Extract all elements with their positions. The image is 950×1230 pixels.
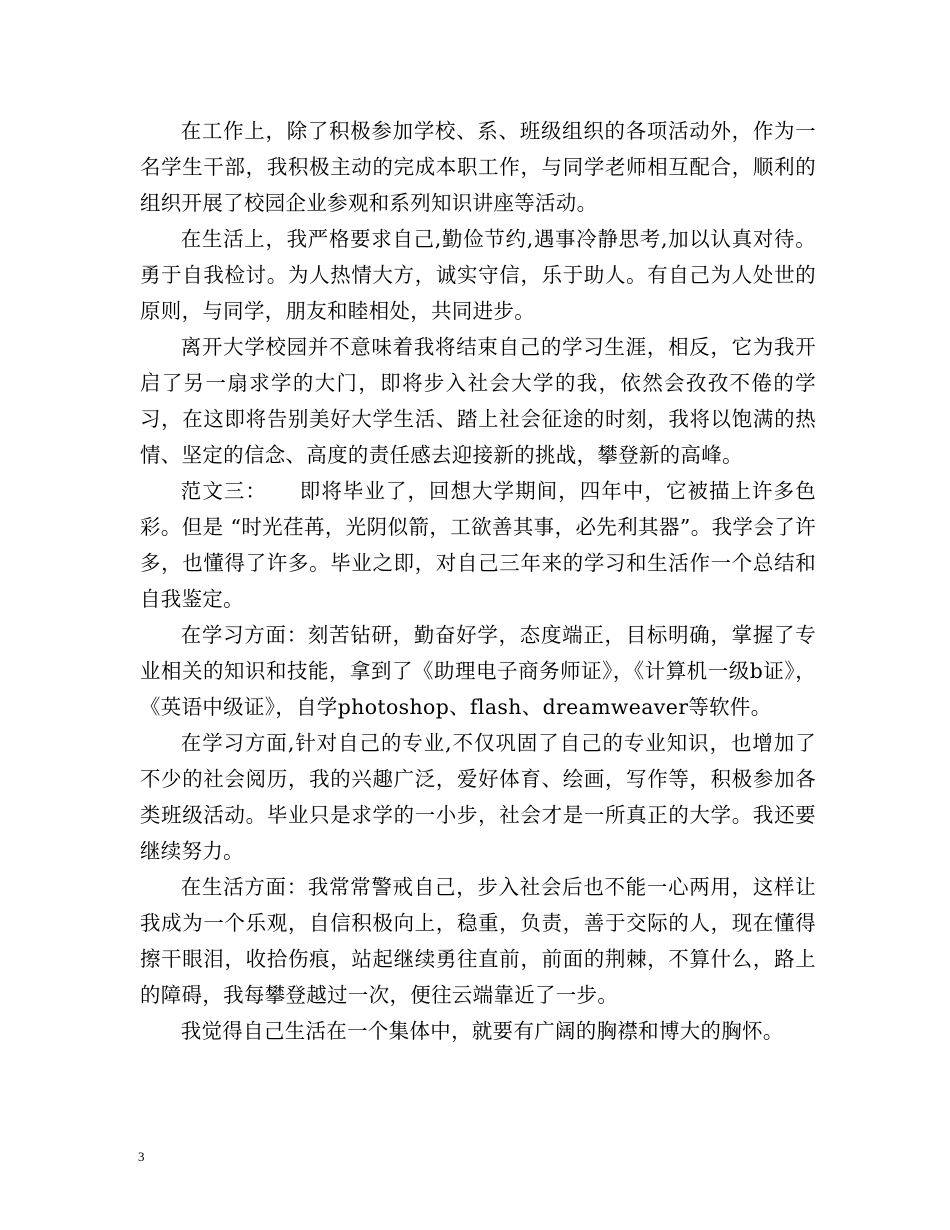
paragraph-work: 在工作上，除了积极参加学校、系、班级组织的各项活动外，作为一名学生干部，我积极主动的完成本职工作，与同学老师相互配合，顺利的组织开展了校园企业参观和系列知识讲座等活动。 bbox=[140, 119, 816, 215]
paragraph-life: 在生活上，我严格要求自己,勤俭节约,遇事冷静思考,加以认真对待。勇于自我检讨。为人热情大方，诚实守信，乐于助人。有自己为人处世的原则，与同学，朋友和睦相处，共同进步。 bbox=[140, 227, 816, 323]
paragraph-study-certificates: 在学习方面：刻苦钻研，勤奋好学，态度端正，目标明确，掌握了专业相关的知识和技能，拿到了《助理电子商务师证》，《计算机一级b证》，《英语中级证》，自学photoshop、flash、dreamweaver等软件。 bbox=[140, 623, 816, 719]
paragraph-life-aspect: 在生活方面：我常常警戒自己，步入社会后也不能一心两用，这样让我成为一个乐观，自信积极向上，稳重，负责，善于交际的人，现在懂得擦干眼泪，收拾伤痕，站起继续勇往直前，前面的荆棘，不算什么，路上的障碍，我每攀登越过一次，便往云端靠近了一步。 bbox=[140, 875, 816, 1007]
page-number: 3 bbox=[138, 1149, 145, 1164]
paragraph-collective: 我觉得自己生活在一个集体中，就要有广阔的胸襟和博大的胸怀。 bbox=[180, 1019, 784, 1043]
paragraph-sample-three: 范文三： 即将毕业了，回想大学期间，四年中，它被描上许多色彩。但是 “时光荏苒，光阴似箭，工欲善其事，必先利其器”。我学会了许多，也懂得了许多。毕业之即，对自己三年来的学习和生活作一个总结和自我鉴定。 bbox=[140, 479, 816, 611]
paragraph-study-major: 在学习方面,针对自己的专业,不仅巩固了自己的专业知识，也增加了不少的社会阅历，我的兴趣广泛，爱好体育、绘画，写作等，积极参加各类班级活动。毕业只是求学的一小步，社会才是一所真正的大学。我还要继续努力。 bbox=[140, 731, 816, 863]
paragraph-leaving-campus: 离开大学校园并不意味着我将结束自己的学习生涯，相反，它为我开启了另一扇求学的大门，即将步入社会大学的我，依然会孜孜不倦的学习，在这即将告别美好大学生活、踏上社会征途的时刻，我将以饱满的热情、坚定的信念、高度的责任感去迎接新的挑战，攀登新的高峰。 bbox=[140, 335, 816, 467]
document-body bbox=[140, 113, 816, 1049]
